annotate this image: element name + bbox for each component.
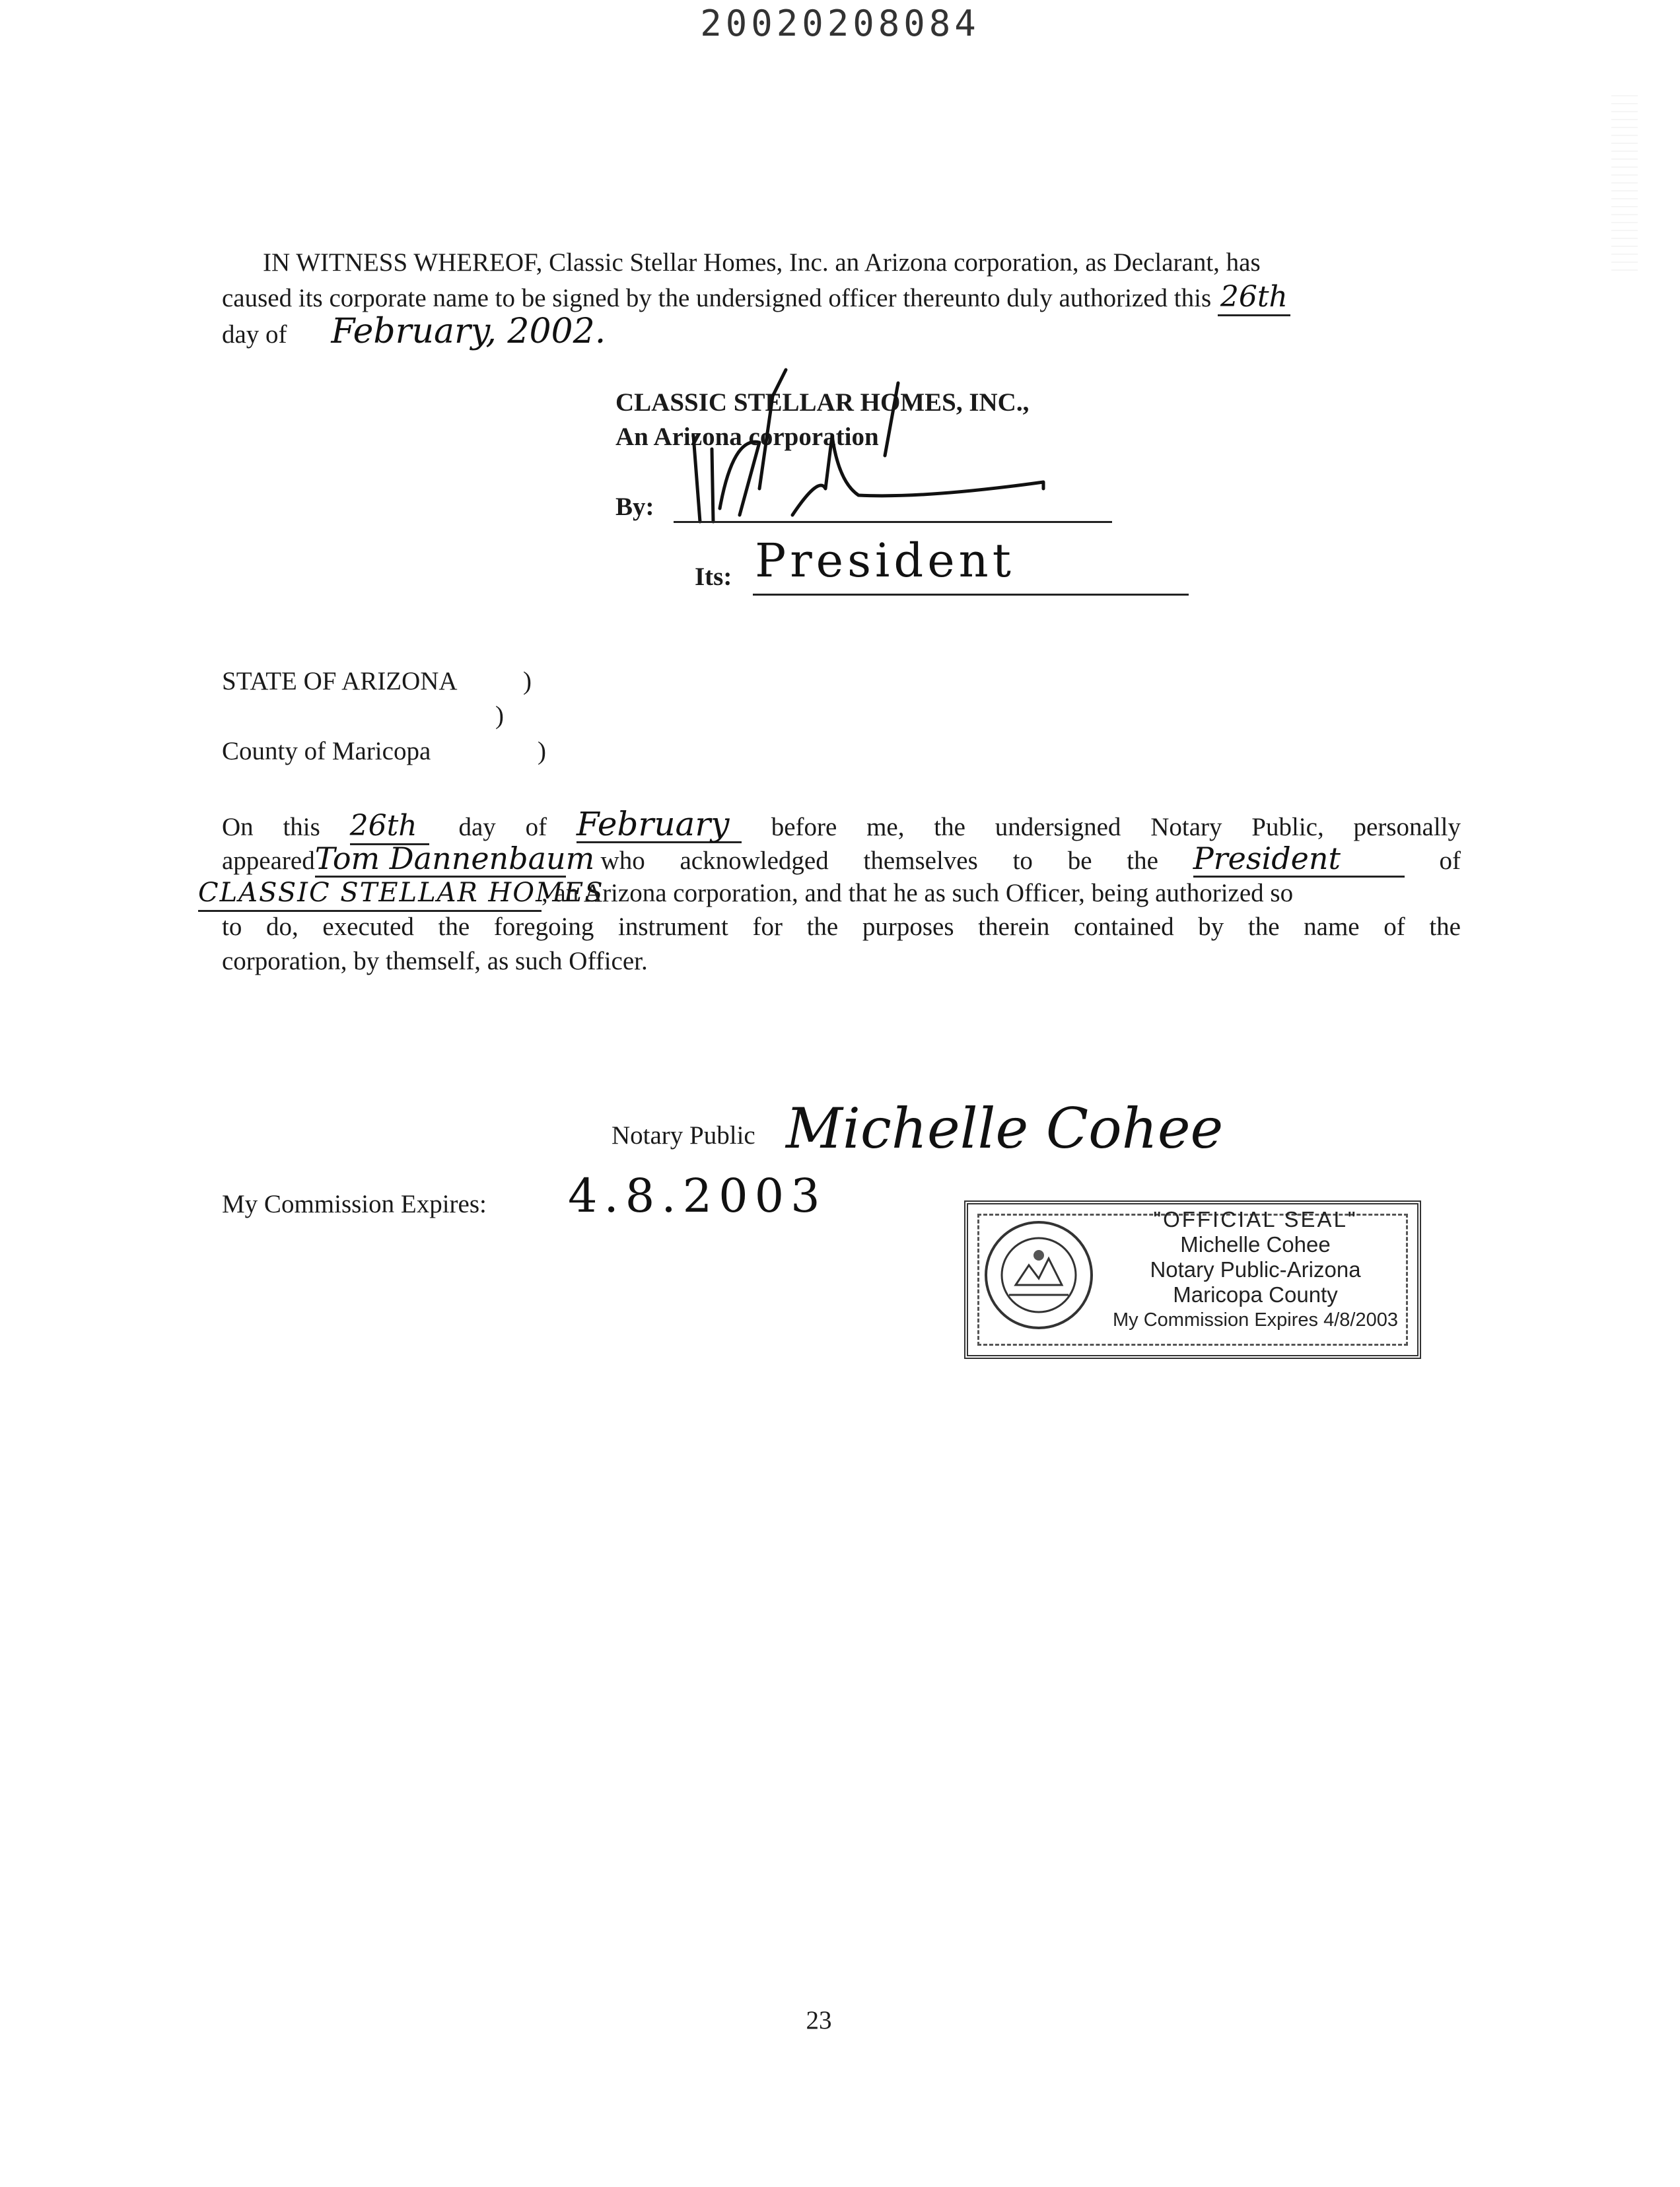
ack-line-1-rest: before me, the undersigned Notary Public, personally (771, 813, 1461, 841)
witness-line-2-text: caused its corporate name to be signed by the undersigned officer thereunto duly authorized this (222, 284, 1212, 312)
seal-text (1100, 1207, 1411, 1333)
ack-line-3 (198, 876, 1461, 912)
ack-line-2 (222, 841, 1461, 878)
commission-date-handwritten: 4.8.2003 (568, 1169, 827, 1223)
ack-title-handwritten: President (1193, 841, 1405, 878)
ack-of: of (1439, 847, 1461, 875)
ack-on-this: On this (222, 813, 320, 841)
ack-day-handwritten: 26th (350, 809, 429, 845)
seal-line-5: My Commission Expires 4/8/2003 (1113, 1309, 1398, 1331)
seal-line-4: Maricopa County (1173, 1282, 1338, 1307)
ack-line-5: corporation, by themself, as such Officer. (222, 947, 648, 975)
witness-day-handwritten: 26th (1218, 280, 1290, 316)
page-number: 23 (806, 2006, 832, 2034)
ack-appeared: appeared (222, 847, 315, 875)
venue-paren-1: ) (523, 667, 532, 695)
ack-month-handwritten: February (577, 807, 742, 843)
ack-line-4: to do, executed the foregoing instrument for the purposes therein contained by the name of the (222, 913, 1461, 941)
official-seal-stamp (964, 1200, 1421, 1359)
venue-state (222, 664, 458, 699)
ack-company-handwritten: CLASSIC STELLAR HOMES (198, 876, 542, 912)
company-name: CLASSIC STELLAR HOMES, INC., (615, 388, 1030, 417)
venue-state-label: STATE OF ARIZONA (222, 667, 458, 695)
venue-paren-2: ) (495, 701, 504, 730)
witness-line-2 (222, 280, 1477, 316)
witness-line-1: IN WITNESS WHEREOF, Classic Stellar Homes, Inc. an Arizona corporation, as Declarant, has (263, 248, 1261, 277)
its-label: Its: (695, 563, 732, 591)
witness-line-3 (222, 314, 1014, 352)
ack-line-3-rest: , an Arizona corporation, and that he as such Officer, being authorized so (542, 879, 1294, 907)
venue-county: County of Maricopa (222, 737, 431, 765)
venue-paren-3: ) (538, 737, 546, 765)
scan-artifact (1611, 92, 1638, 277)
seal-line-3: Notary Public-Arizona (1150, 1257, 1361, 1282)
notary-signature-handwritten: Michelle Cohee (786, 1096, 1224, 1161)
seal-line-2: Michelle Cohee (1180, 1232, 1331, 1257)
seal-line-1: "OFFICIAL SEAL" (1153, 1207, 1358, 1232)
by-signature-line (674, 521, 1112, 523)
document-number: 20020208084 (700, 3, 980, 44)
its-signature-line (753, 594, 1189, 596)
president-signature (660, 357, 1083, 528)
by-label: By: (615, 493, 654, 521)
its-title-handwritten: President (755, 534, 1015, 588)
notary-public-label: Notary Public (612, 1121, 755, 1150)
ack-day-of: day of (458, 813, 547, 841)
ack-line-1 (222, 807, 1461, 845)
ack-name-handwritten: Tom Dannenbaum (314, 841, 595, 876)
commission-expires-label: My Commission Expires: (222, 1190, 487, 1218)
state-seal-icon (983, 1219, 1095, 1331)
ack-line-2-rest: who acknowledged themselves to be the (600, 847, 1158, 875)
witness-day-of-label: day of (222, 320, 287, 349)
witness-month-year-handwritten: February, 2002. (331, 312, 606, 351)
company-description: An Arizona corporation (615, 423, 879, 451)
